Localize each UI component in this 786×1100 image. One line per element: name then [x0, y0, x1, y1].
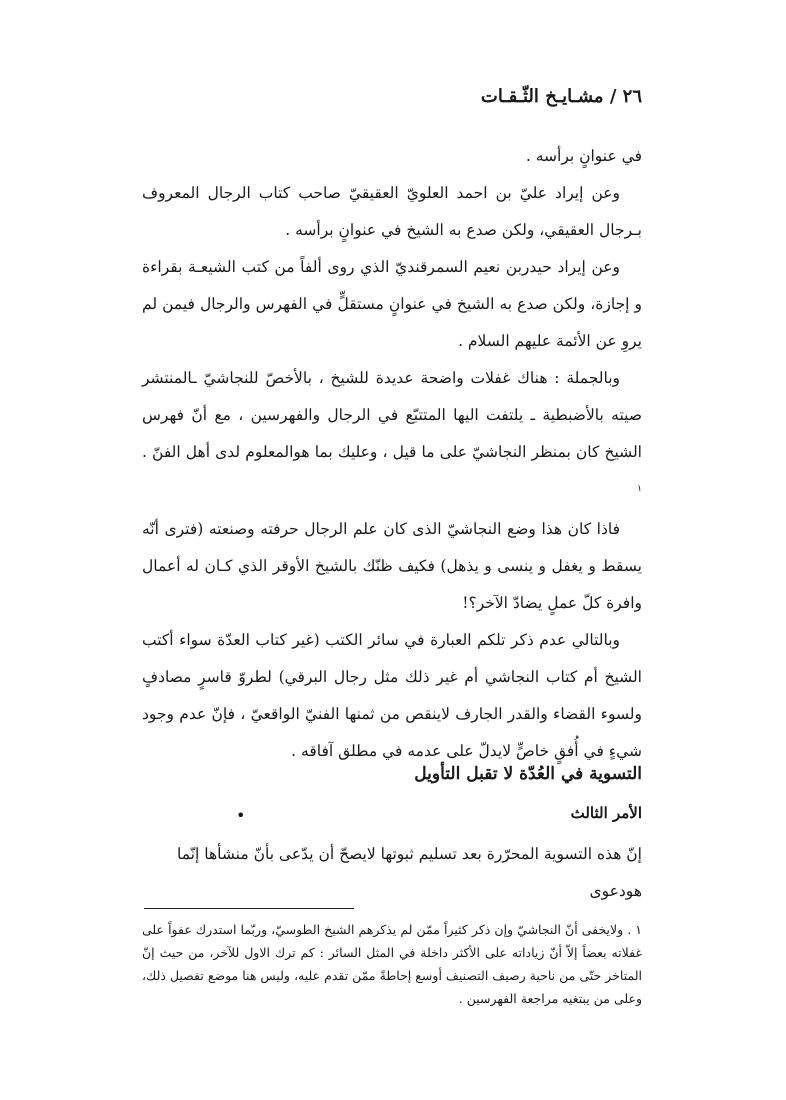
footnote-divider: [144, 908, 354, 909]
paragraph-5: فاذا كان هذا وضع النجاشيّ الذى كان علم الرجال حرفته وصنعته (فترى أنّه يسقط و يغفل و ينسى و يذهل) فكيف ظنّك بالشيخ الأوقر الذي كـان له أعمال وافرة كلّ عملٍ يضادّ الآخر؟!: [142, 520, 642, 613]
footnote: ١ . ولايخفى أنّ النجاشيّ وإن ذكر كثيراً ممّن لم يذكرهم الشيخ الطوسيّ، وربّما استدرك عفواً على غفلاته بعضاً إلاّ أنّ زياداته على الأكثر داخلة في المثل السائر : كم ترك الاول للآخر، من حيث إنّ المتاخر حتّى من ناحية رصيف التصنيف أوسع إحاطةً ممّن تقدم عليه، وليس هنا موضع تفصيل ذلك، وعلى من يبتغيه مراجعة الفهرسين .: [142, 922, 642, 1006]
footnote-reference: ١: [637, 484, 642, 494]
paragraph-3: وعن إيراد حيدربن نعيم السمرقنديّ الذي روى ألفاً من كتب الشيعـة بقراءة و إجازة، ولكن صدع به الشيخ في عنوانٍ مستقلٍّ في الفهرس والرجال فيمن لم يروِ عن الأئمة عليهم السلام .: [142, 258, 642, 350]
paragraph-4: [142, 360, 642, 511]
paragraph-1: في عنوانٍ برأسه .: [525, 147, 642, 165]
paragraph-7: إنّ هذه التسوية المحرّرة بعد تسليم ثبوتها لايصحّ أن يدّعى بأنّ منشأها إنّما هودعوى: [177, 845, 642, 900]
paragraph-2: وعن إيراد عليّ بن احمد العلويّ العقيقيّ صاحب كتاب الرجال المعروف بـرجال العقيقي، ولكن صدع به الشيخ في عنوانٍ برأسه .: [142, 184, 642, 239]
stray-dot: •: [236, 806, 246, 825]
paragraph-4-text: وبالجملة : هناك غفلات واضحة عديدة للشيخ ، بالأخصّ للنجاشيّ ـالمنتشر صيته بالأضبطية ـ يلتفت اليها المتتبّع في الرجال والفهرسين ، مع أنّ فهرس الشيخ كان بمنظر النجاشيّ على ما قيل ، وعليك بما هوالمعلوم لدى أهل الفنّ .: [142, 369, 642, 461]
sub-title: الأمر الثالث: [570, 804, 642, 822]
section-title: التسوية في العُدّة لا تقبل التأويل: [414, 764, 642, 784]
paragraph-6: وبالتالي عدم ذكر تلكم العبارة في سائر الكتب (غير كتاب العدّة سواء أكتب الشيخ أم كتاب النجاشي أم غير ذلك مثل رجال البرقي) لطروّ قاسرٍ مصادفٍ ولسوء القضاء والقدر الجارف لاينقص من ثمنها الفنيّ الواقعيّ ، فإنّ عدم وجود شيءٍ في أُفقٍ خاصٍّ لايدلّ على عدمه في مطلق آفاقه .: [142, 631, 642, 761]
page-header: ٢٦ / مشـايـخ الثّـقـات: [480, 86, 642, 107]
main-text: [142, 138, 642, 770]
